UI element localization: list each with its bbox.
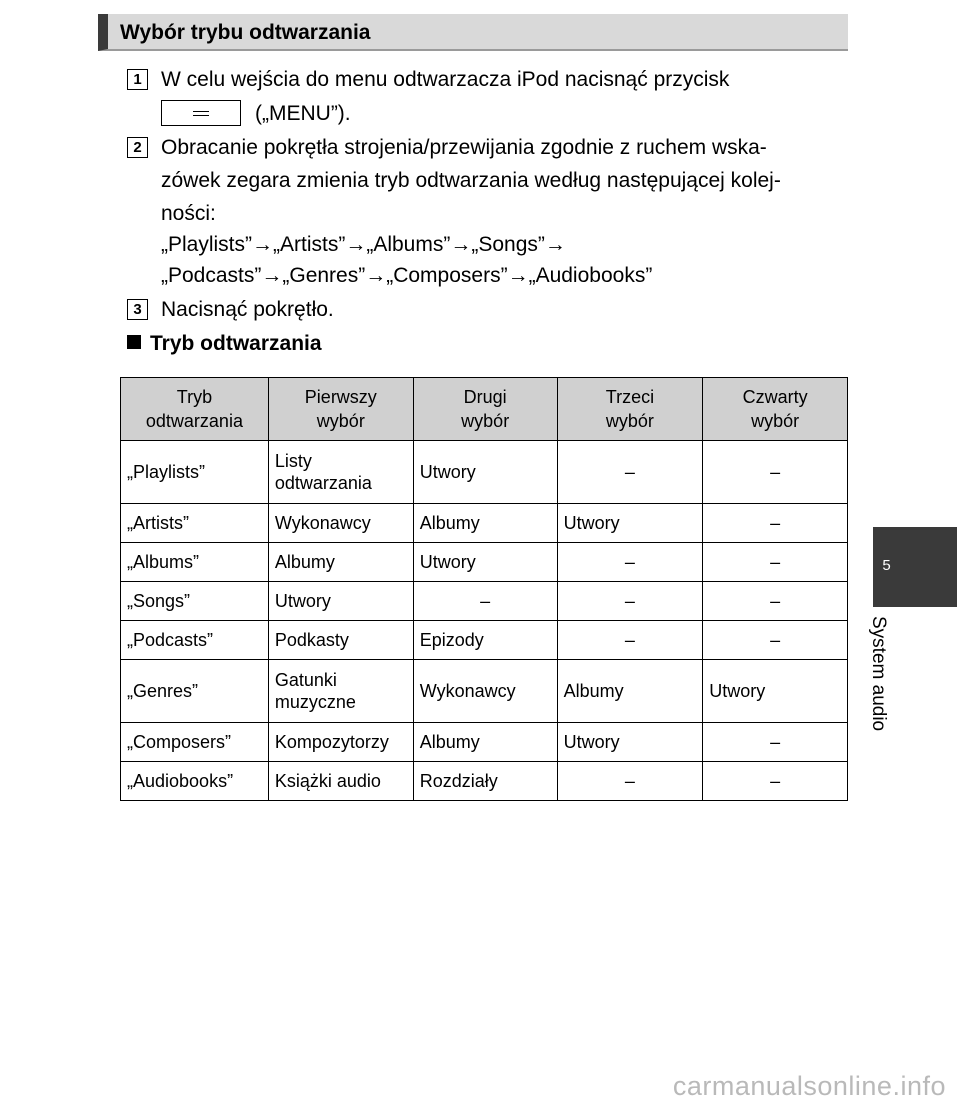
table-cell: Książki audio (268, 762, 413, 801)
table-cell: Albumy (413, 504, 557, 543)
table-cell: „Podcasts” (121, 621, 269, 660)
table-cell: Gatunki muzyczne (268, 660, 413, 723)
table-cell: – (557, 762, 703, 801)
table-cell: – (703, 723, 848, 762)
table-cell: „Composers” (121, 723, 269, 762)
table-cell: – (703, 582, 848, 621)
square-bullet-icon (127, 335, 141, 349)
table-cell: „Genres” (121, 660, 269, 723)
table-cell: Wykonawcy (268, 504, 413, 543)
chapter-label (868, 616, 901, 756)
table-cell: Utwory (557, 504, 703, 543)
table-cell: – (703, 621, 848, 660)
section-header (98, 14, 848, 51)
table-row (121, 621, 848, 660)
table-cell: – (413, 582, 557, 621)
sub-heading-text: Tryb odtwarzania (150, 332, 322, 355)
menu-button-icon (161, 100, 241, 126)
playback-mode-table (120, 377, 848, 801)
table-cell: – (557, 582, 703, 621)
table-header-cell: Drugi wybór (413, 378, 557, 441)
table-cell: Listy odtwarzania (268, 441, 413, 504)
table-header-cell: Trzeci wybór (557, 378, 703, 441)
step-number-1: 1 (127, 69, 148, 90)
table-row (121, 723, 848, 762)
table-cell: „Songs” (121, 582, 269, 621)
step-2-line-2: zówek zegara zmienia tryb odtwarzania według następującej kolej- (161, 169, 781, 192)
table-cell: Albumy (413, 723, 557, 762)
table-row (121, 543, 848, 582)
table-cell: Utwory (703, 660, 848, 723)
sequence-line-1: „Playlists”→„Artists”→„Albums”→„Songs”→ (161, 233, 566, 256)
table-header-row (121, 378, 848, 441)
table-row (121, 762, 848, 801)
step-2-line-1: Obracanie pokrętła strojenia/przewijania zgodnie z ruchem wska- (161, 136, 767, 159)
table-cell: – (703, 543, 848, 582)
table-row (121, 660, 848, 723)
step-number-2: 2 (127, 137, 148, 158)
table-header-cell: Pierwszy wybór (268, 378, 413, 441)
table-row (121, 441, 848, 504)
table-cell: Wykonawcy (413, 660, 557, 723)
step-3-text: Nacisnąć pokrętło. (161, 298, 334, 321)
table-cell: Albumy (557, 660, 703, 723)
step-1-text: W celu wejścia do menu odtwarzacza iPod nacisnąć przycisk (161, 68, 730, 91)
table-cell: „Albums” (121, 543, 269, 582)
table-cell: – (557, 543, 703, 582)
table-cell: Utwory (268, 582, 413, 621)
table-cell: Albumy (268, 543, 413, 582)
chapter-tab (873, 527, 957, 607)
table-cell: „Audiobooks” (121, 762, 269, 801)
table-cell: Kompozytorzy (268, 723, 413, 762)
table-cell: Utwory (413, 543, 557, 582)
table-cell: „Playlists” (121, 441, 269, 504)
table-cell: – (703, 762, 848, 801)
section-title: Wybór trybu odtwarzania (120, 21, 371, 44)
chapter-number: 5 (882, 557, 891, 574)
table-cell: Utwory (413, 441, 557, 504)
table-cell: – (703, 441, 848, 504)
step-number-3: 3 (127, 299, 148, 320)
table-cell: – (557, 441, 703, 504)
sub-heading (127, 332, 322, 356)
step-1-menu-label: („MENU”). (255, 102, 351, 125)
table-cell: – (703, 504, 848, 543)
table-cell: Podkasty (268, 621, 413, 660)
table-cell: Epizody (413, 621, 557, 660)
table-row (121, 504, 848, 543)
table-cell: – (557, 621, 703, 660)
table-cell: Rozdziały (413, 762, 557, 801)
watermark: carmanualsonline.info (672, 1071, 946, 1101)
table-header-cell: Tryb odtwarzania (121, 378, 269, 441)
table-cell: „Artists” (121, 504, 269, 543)
chapter-label-text: System audio (868, 616, 889, 732)
table-cell: Utwory (557, 723, 703, 762)
table-header-cell: Czwarty wybór (703, 378, 848, 441)
step-2-line-3: ności: (161, 202, 216, 225)
table-row (121, 582, 848, 621)
sequence-line-2: „Podcasts”→„Genres”→„Composers”→„Audiobooks” (161, 264, 653, 287)
